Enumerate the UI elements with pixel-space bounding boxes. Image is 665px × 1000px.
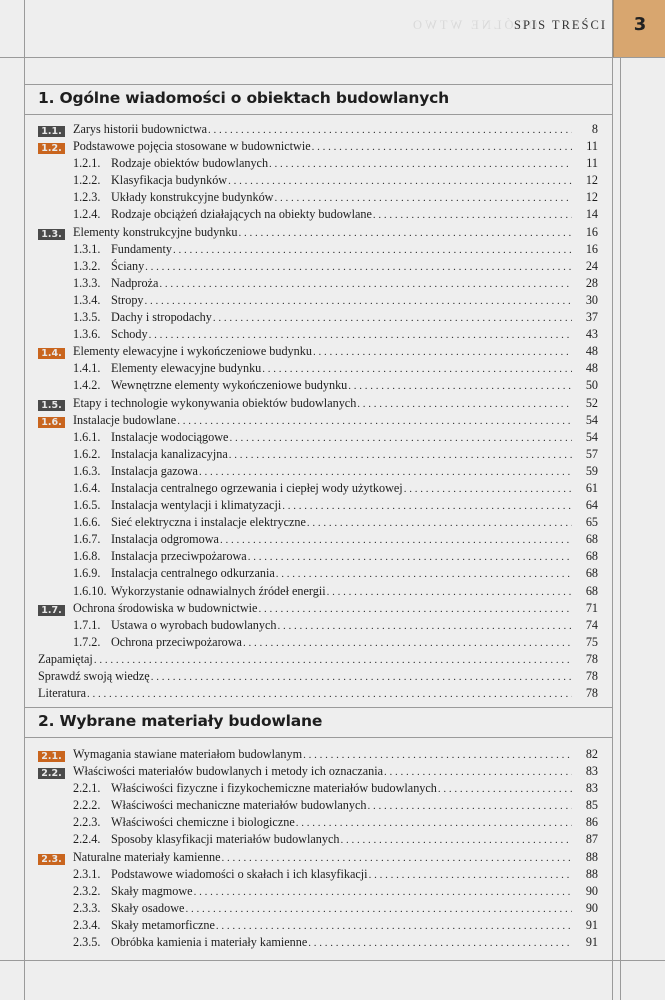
dot-leader [213, 310, 572, 326]
entry-title: Naturalne materiały kamienne [73, 849, 221, 864]
toc-entry-line [38, 446, 598, 463]
entry-title: Fundamenty [111, 241, 172, 256]
toc-entry[interactable] [38, 429, 598, 446]
entry-title: Instalacja centralnego ogrzewania i ciepłej wody użytkowej [111, 480, 403, 495]
toc-entry[interactable] [38, 224, 598, 241]
page-number-tab [613, 0, 665, 57]
page-ref: 64 [585, 498, 598, 513]
entry-title: Właściwości chemiczne i biologiczne [111, 815, 295, 830]
page-ref: 14 [585, 207, 598, 222]
page-ref: 75 [585, 634, 598, 649]
page-ref: 68 [585, 549, 598, 564]
dot-leader [216, 918, 572, 934]
entry-title: Skały osadowe [111, 900, 185, 915]
dot-leader [243, 635, 572, 651]
toc-entry[interactable] [38, 797, 598, 814]
subsection-number: 2.3.4. [73, 917, 101, 932]
chapter-2-bottom-rule [24, 737, 612, 738]
chapter-1-top-rule [24, 84, 612, 85]
toc-entry-line [38, 780, 598, 797]
entry-title: Właściwości fizyczne i fizykochemiczne materiałów budowlanych [111, 781, 437, 796]
dot-leader [308, 935, 572, 951]
page-ref: 11 [586, 139, 598, 154]
toc-entry[interactable] [38, 189, 598, 206]
page-ref: 90 [585, 900, 598, 915]
toc-entry[interactable] [38, 780, 598, 797]
toc-entry[interactable] [38, 668, 598, 685]
toc-entry[interactable] [38, 309, 598, 326]
subsection-number: 2.2.3. [73, 815, 101, 830]
dot-leader [312, 139, 572, 155]
dot-leader [373, 207, 572, 223]
toc-entry-line [38, 395, 598, 412]
toc-entry[interactable] [38, 241, 598, 258]
page-ref: 8 [591, 122, 598, 136]
page-ref: 61 [585, 480, 598, 495]
entry-title: Układy konstrukcyjne budynków [111, 190, 274, 205]
toc-entry[interactable] [38, 463, 598, 480]
toc-entry[interactable] [38, 685, 598, 702]
toc-entry-line [38, 121, 598, 138]
subsection-number: 1.3.2. [73, 258, 101, 273]
entry-title: Elementy elewacyjne budynku [111, 361, 262, 376]
toc-entry-line [38, 258, 598, 275]
subsection-number: 2.3.5. [73, 935, 101, 950]
page-ref: 50 [585, 378, 598, 393]
subsection-number: 1.3.3. [73, 275, 101, 290]
page-ref: 54 [585, 412, 598, 427]
entry-title: Dachy i stropodachy [111, 310, 212, 325]
toc-entry[interactable] [38, 917, 598, 934]
toc-entry[interactable] [38, 258, 598, 275]
toc-entry-line [38, 548, 598, 565]
toc-entry[interactable] [38, 412, 598, 429]
subsection-number: 2.3.3. [73, 900, 101, 915]
toc-entry-line [38, 900, 598, 917]
toc-entry[interactable] [38, 583, 598, 600]
toc-entry[interactable] [38, 377, 598, 394]
page-ref: 71 [585, 600, 598, 615]
page-ref: 12 [585, 173, 598, 188]
toc-entry-line [38, 497, 598, 514]
entry-title: Instalacja wentylacji i klimatyzacji [111, 498, 282, 513]
toc-entry-line [38, 917, 598, 934]
subsection-number: 1.6.7. [73, 532, 101, 547]
dot-leader [282, 498, 572, 514]
toc-entry[interactable] [38, 746, 598, 763]
frame-left-line [24, 0, 25, 1000]
subsection-number: 1.6.2. [73, 446, 101, 461]
toc-entry-line [38, 651, 598, 668]
page-ref: 74 [585, 617, 598, 632]
toc-entry-line [38, 849, 598, 866]
page-ref: 11 [586, 156, 598, 171]
toc-entry-line [38, 412, 598, 429]
subsection-number: 1.7.1. [73, 617, 101, 632]
toc-entry[interactable] [38, 883, 598, 900]
toc-entry[interactable] [38, 275, 598, 292]
entry-title: Ustawa o wyrobach budowlanych [111, 617, 277, 632]
subsection-number: 1.6.6. [73, 515, 101, 530]
subsection-number: 1.3.4. [73, 292, 101, 307]
toc-entry-line [38, 866, 598, 883]
dot-leader [404, 481, 572, 497]
entry-title: Instalacja odgromowa [111, 532, 219, 547]
entry-title: Instalacje wodociągowe [111, 429, 229, 444]
page-ref: 88 [585, 849, 598, 864]
subsection-number: 1.6.1. [73, 429, 101, 444]
dot-leader [369, 867, 572, 883]
toc-entry[interactable] [38, 326, 598, 343]
page-ref: 28 [585, 275, 598, 290]
subsection-number: 1.4.1. [73, 361, 101, 376]
toc-entry[interactable] [38, 617, 598, 634]
entry-title: Elementy elewacyjne i wykończeniowe budynku [73, 344, 312, 359]
dot-leader [357, 396, 572, 412]
page-ref: 68 [585, 566, 598, 581]
dot-leader [151, 669, 572, 685]
dot-leader [177, 413, 572, 429]
dot-leader [258, 601, 572, 617]
dot-leader [313, 344, 572, 360]
toc-entry[interactable] [38, 121, 598, 138]
entry-title: Wymagania stawiane materiałom budowlanym [73, 747, 303, 761]
entry-title: Literatura [38, 686, 87, 701]
toc-entry-line [38, 668, 598, 685]
toc-entry-line [38, 480, 598, 497]
bleed-through-text: OGÓLNE WTWO [410, 18, 538, 32]
entry-title: Instalacja przeciwpożarowa [111, 549, 247, 564]
toc-entry-line [38, 934, 598, 951]
toc-entry-line [38, 189, 598, 206]
dot-leader [276, 566, 572, 582]
subsection-number: 1.6.4. [73, 480, 101, 495]
section-number-badge: 1.7. [38, 605, 65, 616]
dot-leader [220, 532, 572, 548]
toc-entry-line [38, 763, 598, 780]
dot-leader [149, 327, 572, 343]
page-ref: 91 [585, 935, 598, 950]
page-ref: 82 [585, 747, 598, 761]
subsection-number: 1.7.2. [73, 634, 101, 649]
running-head: SPIS TREŚCI [514, 18, 607, 32]
page-ref: 52 [585, 395, 598, 410]
dot-leader [307, 515, 572, 531]
toc-entry-line [38, 600, 598, 617]
entry-title: Właściwości mechaniczne materiałów budowlanych [111, 798, 367, 813]
page-ref: 90 [585, 883, 598, 898]
toc-entry[interactable] [38, 480, 598, 497]
entry-title: Sieć elektryczna i instalacje elektryczne [111, 515, 306, 530]
toc-entry-line [38, 617, 598, 634]
section-number-badge: 1.3. [38, 229, 65, 240]
dot-leader [208, 122, 572, 138]
toc-entry-line [38, 172, 598, 189]
dot-leader [173, 242, 572, 258]
dot-leader [278, 618, 572, 634]
entry-title: Instalacje budowlane [73, 412, 177, 427]
dot-leader [269, 156, 572, 172]
page-ref: 83 [585, 781, 598, 796]
entry-title: Rodzaje obciążeń działających na obiekty budowlane [111, 207, 372, 222]
toc-entry[interactable] [38, 497, 598, 514]
toc-entry[interactable] [38, 531, 598, 548]
section-number-badge: 2.3. [38, 854, 65, 865]
toc-entry-line [38, 463, 598, 480]
entry-title: Skały metamorficzne [111, 917, 215, 932]
subsection-number: 1.6.9. [73, 566, 101, 581]
page-ref: 16 [585, 224, 598, 239]
subsection-number: 1.2.3. [73, 190, 101, 205]
entry-title: Właściwości materiałów budowlanych i metody ich oznaczania [73, 764, 383, 779]
entry-title: Zapamiętaj [38, 651, 93, 666]
toc-entry[interactable] [38, 634, 598, 651]
dot-leader [368, 798, 573, 814]
toc-entry[interactable] [38, 763, 598, 780]
entry-title: Schody [111, 327, 148, 342]
entry-title: Sposoby klasyfikacji materiałów budowlanych [111, 832, 340, 847]
toc-entry[interactable] [38, 548, 598, 565]
subsection-number: 1.2.4. [73, 207, 101, 222]
dot-leader [274, 190, 572, 206]
toc-entry-line [38, 634, 598, 651]
dot-leader [145, 259, 572, 275]
entry-title: Ściany [111, 258, 145, 273]
dot-leader [348, 378, 572, 394]
page-ref: 78 [585, 686, 598, 701]
toc-entry-line [38, 224, 598, 241]
dot-leader [94, 652, 572, 668]
toc-list [38, 121, 598, 702]
dot-leader [262, 361, 572, 377]
dot-leader [228, 173, 572, 189]
toc-entry-line [38, 514, 598, 531]
page-ref: 87 [585, 832, 598, 847]
subsection-number: 1.4.2. [73, 378, 101, 393]
toc-entry[interactable] [38, 866, 598, 883]
section-number-badge: 1.4. [38, 348, 65, 359]
subsection-number: 1.6.8. [73, 549, 101, 564]
dot-leader [229, 430, 572, 446]
subsection-number: 2.3.1. [73, 866, 101, 881]
page-ref: 68 [585, 532, 598, 547]
page-ref: 86 [585, 815, 598, 830]
toc-entry-line [38, 746, 598, 763]
page-ref: 57 [585, 446, 598, 461]
toc-entry[interactable] [38, 651, 598, 668]
entry-title: Elementy konstrukcyjne budynku [73, 224, 238, 239]
subsection-number: 1.6.3. [73, 463, 101, 478]
toc-entry[interactable] [38, 900, 598, 917]
chapter-title: 2. Wybrane materiały budowlane [38, 712, 323, 730]
chapter-title: 1. Ogólne wiadomości o obiektach budowlanych [38, 89, 449, 107]
section-number-badge: 2.1. [38, 751, 65, 762]
page-ref: 37 [585, 310, 598, 325]
page-ref: 24 [585, 258, 598, 273]
page-ref: 43 [585, 327, 598, 342]
entry-title: Wykorzystanie odnawialnych źródeł energii [111, 583, 326, 598]
page-ref: 65 [585, 515, 598, 530]
subsection-number: 2.2.4. [73, 832, 101, 847]
subsection-number: 1.6.5. [73, 498, 101, 513]
frame-bottom-line [0, 960, 665, 961]
toc-entry[interactable] [38, 565, 598, 582]
entry-title: Klasyfikacja budynków [111, 173, 228, 188]
toc-entry-line [38, 326, 598, 343]
toc-entry-line [38, 377, 598, 394]
entry-title: Podstawowe wiadomości o skałach i ich klasyfikacji [111, 866, 368, 881]
dot-leader [229, 447, 572, 463]
toc-entry[interactable] [38, 155, 598, 172]
entry-title: Stropy [111, 292, 144, 307]
entry-title: Obróbka kamienia i materiały kamienne [111, 935, 308, 950]
toc-entry-line [38, 814, 598, 831]
entry-title: Etapy i technologie wykonywania obiektów budowlanych [73, 395, 357, 410]
toc-entry-line [38, 206, 598, 223]
toc-entry[interactable] [38, 138, 598, 155]
toc-entry[interactable] [38, 814, 598, 831]
toc-entry-line [38, 155, 598, 172]
frame-right-line [612, 0, 613, 1000]
toc-entry[interactable] [38, 395, 598, 412]
entry-title: Skały magmowe [111, 883, 193, 898]
toc-entry-line [38, 360, 598, 377]
toc-entry[interactable] [38, 360, 598, 377]
toc-entry-line [38, 531, 598, 548]
toc-entry[interactable] [38, 343, 598, 360]
toc-entry[interactable] [38, 206, 598, 223]
dot-leader [222, 850, 572, 866]
page-ref: 78 [585, 669, 598, 683]
toc-entry-line [38, 583, 598, 600]
toc-entry-line [38, 343, 598, 360]
page-ref: 88 [585, 866, 598, 881]
toc-entry-line [38, 292, 598, 309]
entry-title: Instalacja kanalizacyjna [111, 446, 228, 461]
toc-entry[interactable] [38, 514, 598, 531]
entry-title: Ochrona środowiska w budownictwie [73, 600, 258, 615]
section-number-badge: 2.2. [38, 768, 65, 779]
toc-entry-line [38, 565, 598, 582]
entry-title: Instalacja gazowa [111, 463, 198, 478]
toc-entry-line [38, 685, 598, 702]
toc-entry[interactable] [38, 849, 598, 866]
page-ref: 78 [585, 651, 598, 666]
page-ref: 12 [585, 190, 598, 205]
page-ref: 16 [585, 241, 598, 256]
toc-entry[interactable] [38, 446, 598, 463]
dot-leader [296, 815, 572, 831]
entry-title: Nadproża [111, 275, 159, 290]
dot-leader [303, 747, 572, 763]
page-ref: 83 [585, 764, 598, 779]
dot-leader [327, 584, 572, 600]
entry-title: Zarys historii budownictwa [73, 122, 208, 136]
subsection-number: 2.2.1. [73, 781, 101, 796]
entry-title: Wewnętrzne elementy wykończeniowe budynku [111, 378, 348, 393]
frame-outer-right-line [620, 0, 621, 1000]
entry-title: Rodzaje obiektów budowlanych [111, 156, 269, 171]
toc-entry-line [38, 275, 598, 292]
toc-entry[interactable] [38, 831, 598, 848]
section-number-badge: 1.2. [38, 143, 65, 154]
section-number-badge: 1.6. [38, 417, 65, 428]
subsection-number: 1.3.6. [73, 327, 101, 342]
toc-entry-line [38, 831, 598, 848]
chapter-1-bottom-rule [24, 114, 612, 115]
entry-title: Instalacja centralnego odkurzania [111, 566, 275, 581]
subsection-number: 2.3.2. [73, 883, 101, 898]
toc-entry-line [38, 241, 598, 258]
dot-leader [159, 276, 572, 292]
section-number-badge: 1.5. [38, 400, 65, 411]
subsection-number: 1.2.2. [73, 173, 101, 188]
page-ref: 85 [585, 798, 598, 813]
entry-title: Podstawowe pojęcia stosowane w budownictwie [73, 139, 311, 154]
toc-entry[interactable] [38, 600, 598, 617]
toc-entry[interactable] [38, 292, 598, 309]
page-ref: 91 [585, 917, 598, 932]
page-ref: 54 [585, 429, 598, 444]
toc-list [38, 746, 598, 951]
toc-entry[interactable] [38, 934, 598, 951]
toc-entry-line [38, 797, 598, 814]
subsection-number: 1.3.1. [73, 241, 101, 256]
toc-entry[interactable] [38, 172, 598, 189]
dot-leader [199, 464, 572, 480]
section-number-badge: 1.1. [38, 126, 65, 137]
page-number: 3 [633, 14, 647, 35]
page-ref: 59 [585, 463, 598, 478]
frame-top-line [0, 57, 665, 58]
page-ref: 48 [585, 361, 598, 376]
dot-leader [239, 225, 572, 241]
entry-title: Sprawdź swoją wiedzę [38, 669, 150, 683]
dot-leader [145, 293, 572, 309]
subsection-number: 1.3.5. [73, 310, 101, 325]
dot-leader [438, 781, 572, 797]
page-ref: 30 [585, 292, 598, 307]
page-ref: 48 [585, 344, 598, 359]
toc-entry-line [38, 883, 598, 900]
chapter-2-top-rule [24, 707, 612, 708]
dot-leader [384, 764, 572, 780]
toc-entry-line [38, 138, 598, 155]
dot-leader [248, 549, 572, 565]
toc-entry-line [38, 309, 598, 326]
toc-entry-line [38, 429, 598, 446]
subsection-number: 2.2.2. [73, 798, 101, 813]
page-ref: 68 [585, 583, 598, 598]
subsection-number: 1.2.1. [73, 156, 101, 171]
dot-leader [340, 832, 572, 848]
dot-leader [185, 901, 572, 917]
subsection-number: 1.6.10. [73, 583, 107, 598]
dot-leader [194, 884, 572, 900]
dot-leader [87, 686, 572, 702]
entry-title: Ochrona przeciwpożarowa [111, 634, 242, 649]
